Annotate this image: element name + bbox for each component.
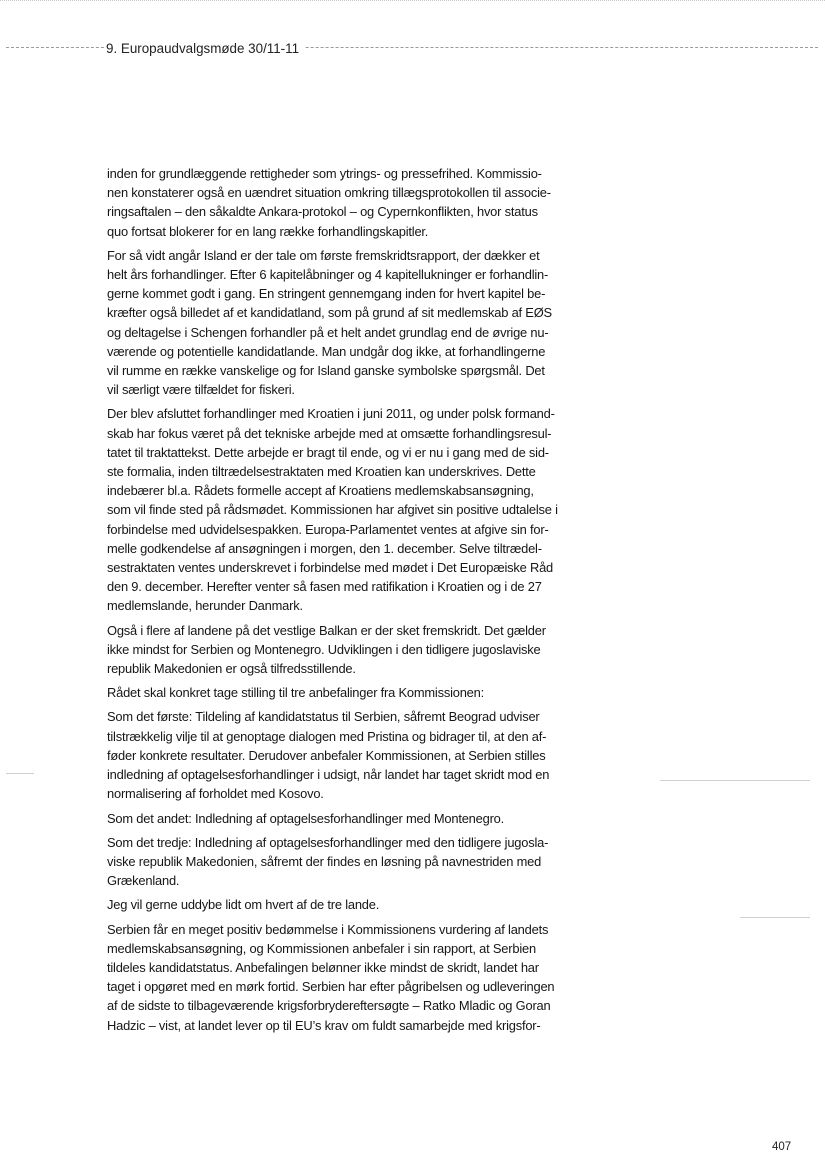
paragraph: inden for grundlæggende rettigheder som ytrings- og pressefrihed. Kommissio- nen konstaterer også en uændret situation omkring tillægsprotokollen til associe- ringsaftalen – den såkaldte Ankara-protokol – og Cypernkonflikten, hvor status quo fortsat blokerer for en lang række forhandlingskapitler. [107, 166, 551, 239]
paragraph: Som det tredje: Indledning af optagelsesforhandlinger med den tidligere jugosla- viske republik Makedonien, såfremt der findes en løsning på navnestriden med Grækenland. [107, 834, 549, 889]
scan-edge [0, 0, 825, 4]
paragraph: Som det første: Tildeling af kandidatstatus til Serbien, såfremt Beograd udviser tilstrækkelig vilje til at genoptage dialogen med Pristina og bidrager til, at den af- føder konkrete resultater. Derudover anbefaler Kommissionen, at Serbien stilles indledning af optagelsesforhandlinger i udsigt, når landet har taget skridt mod en normalisering af forholdet med Kosovo. [107, 709, 550, 802]
paragraph: For så vidt angår Island er der tale om første fremskridtsrapport, der dækker et helt års forhandlinger. Efter 6 kapitelåbninger og 4 kapitellukninger er forhandlin- gerne kommet godt i gang. En stringent gennemgang inden for hvert kapitel be- kræfter også billedet af et kandidatland, som på grund af sit medlemskab af EØS og deltagelse i Schengen forhandler på et helt andet grundlag end de øvrige nu- værende og potentielle kandidatlande. Man undgår dog ikke, at forhandlingerne vil rumme en række vanskelige og for Island ganske symbolske spørgsmål. Det vil særligt være tilfældet for fiskeri. [107, 247, 552, 398]
scan-artifact [660, 780, 810, 781]
body-text [107, 164, 592, 1040]
page-number: 407 [772, 1141, 792, 1153]
paragraph: Serbien får en meget positiv bedømmelse i Kommissionens vurdering af landets medlemskabsansøgning, og Kommissionen anbefaler i sin rapport, at Serbien tildeles kandidatstatus. Anbefalingen belønner ikke mindst de skridt, landet har taget i opgøret med en mørk fortid. Serbien har efter pågribelsen og udleveringen af de sidste to tilbageværende krigsforbrydereftersøgte – Ratko Mladic og Goran Hadzic – vist, at landet lever op til EU’s krav om fuldt samarbejde med krigsfor- [107, 921, 555, 1033]
scan-artifact [6, 773, 34, 774]
paragraph: Der blev afsluttet forhandlinger med Kroatien i juni 2011, og under polsk formand- skab har fokus været på det tekniske arbejde med at omsætte forhandlingsresul- tatet til traktattekst. Dette arbejde er bragt til ende, og vi er nu i gang med de sid- ste formalia, inden tiltrædelsestraktaten med Kroatien kan underskrives. Dette indebærer bl.a. Rådets formelle accept af Kroatiens medlemskabsansøgning, som vil finde sted på rådsmødet. Kommissionen har afgivet sin positive udtalelse i forbindelse med udvidelsespakken. Europa-Parlamentet ventes at afgive sin for- melle godkendelse af ansøgningen i morgen, den 1. december. Selve tiltrædel- sestraktaten ventes underskrevet i forbindelse med mødet i Det Europæiske Råd den 9. december. Herefter venter så fasen med ratifikation i Kroatien og i de 27 medlemslande, herunder Danmark. [107, 406, 558, 614]
paragraph: Rådet skal konkret tage stilling til tre anbefalinger fra Kommissionen: [107, 685, 485, 701]
paragraph: Som det andet: Indledning af optagelsesforhandlinger med Montenegro. [107, 810, 505, 826]
running-header: 9. Europaudvalgsmøde 30/11-11 [106, 41, 305, 57]
paragraph: Også i flere af landene på det vestlige Balkan er der sket fremskridt. Det gælder ikke mindst for Serbien og Montenegro. Udviklingen i den tidligere jugoslaviske republik Makedonien er også tilfredsstillende. [107, 622, 546, 677]
paragraph: Jeg vil gerne uddybe lidt om hvert af de tre lande. [107, 897, 380, 913]
scan-artifact [740, 917, 810, 918]
